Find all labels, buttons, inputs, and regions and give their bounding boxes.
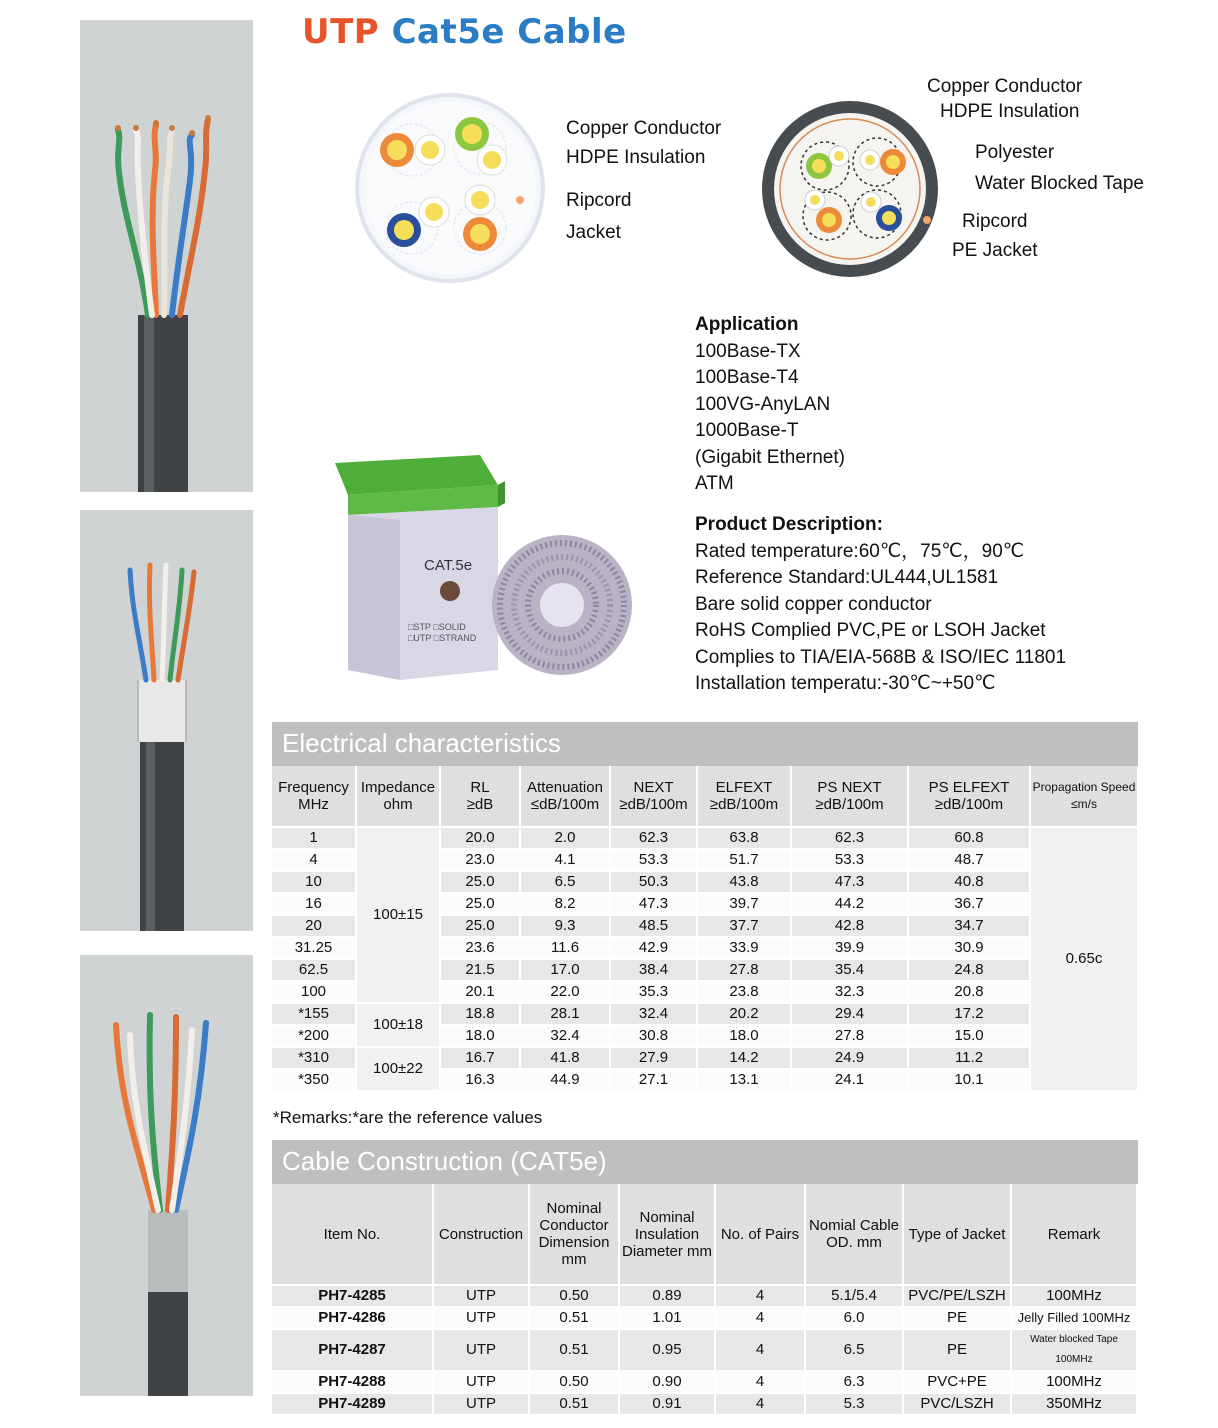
electrical-cell: *200	[272, 1026, 355, 1046]
electrical-cell: 35.4	[792, 960, 907, 980]
construction-header-cell: Nomial Cable OD. mm	[806, 1184, 902, 1284]
title-cat5e: Cat5e Cable	[391, 12, 627, 52]
electrical-row	[272, 1048, 1137, 1068]
electrical-table	[270, 764, 1139, 1092]
electrical-cell: 32.3	[792, 982, 907, 1002]
construction-cell: PE	[904, 1308, 1010, 1328]
electrical-header-cell	[909, 766, 1029, 826]
utp-cross-section-diagram	[352, 88, 562, 288]
construction-cell: 4	[716, 1286, 804, 1306]
application-item: 1000Base-T	[695, 420, 799, 441]
construction-cell: 0.50	[530, 1372, 618, 1392]
product-box-image	[330, 455, 635, 685]
construction-cell: 0.95	[620, 1330, 714, 1370]
construction-cell: PH7-4289	[272, 1394, 432, 1414]
electrical-cell: 48.7	[909, 850, 1029, 870]
electrical-header-row	[272, 766, 1137, 826]
electrical-cell: 28.1	[521, 1004, 609, 1024]
electrical-cell: 18.8	[441, 1004, 519, 1024]
description-item: Installation temperatu:-30℃~+50℃	[695, 673, 996, 694]
page-title	[302, 12, 627, 52]
electrical-header-line: ≥dB/100m	[709, 796, 779, 813]
application-item: ATM	[695, 473, 734, 494]
construction-cell: PH7-4288	[272, 1372, 432, 1392]
construction-header-row	[272, 1184, 1136, 1284]
electrical-header-line: ≥dB/100m	[815, 796, 884, 813]
electrical-cell: 44.9	[521, 1070, 609, 1090]
electrical-header-line: Impedance	[360, 779, 436, 796]
electrical-cell: 36.7	[909, 894, 1029, 914]
construction-cell: 0.91	[620, 1394, 714, 1414]
construction-cell: 0.89	[620, 1286, 714, 1306]
electrical-cell: 30.8	[611, 1026, 696, 1046]
construction-title: Cable Construction (CAT5e)	[282, 1146, 607, 1176]
electrical-title: Electrical characteristics	[282, 728, 561, 758]
electrical-cell: 27.8	[698, 960, 790, 980]
electrical-header-line: ELFEXT	[715, 779, 773, 796]
application-item: 100Base-T4	[695, 367, 799, 388]
electrical-cell: 20	[272, 916, 355, 936]
application-item: 100Base-TX	[695, 340, 801, 362]
description-item: Rated temperature:60℃，75℃，90℃	[695, 540, 1025, 562]
electrical-cell: 53.3	[792, 850, 907, 870]
construction-header-cell: No. of Pairs	[716, 1184, 804, 1284]
electrical-cell: 8.2	[521, 894, 609, 914]
electrical-header-line: ≥dB/100m	[934, 796, 1004, 813]
electrical-cell: 25.0	[441, 894, 519, 914]
electrical-cell: 4.1	[521, 850, 609, 870]
construction-table-wrapper	[270, 1182, 1138, 1416]
electrical-cell: 17.2	[909, 1004, 1029, 1024]
construction-cell: 4	[716, 1330, 804, 1370]
construction-cell: PH7-4287	[272, 1330, 432, 1370]
electrical-cell: 20.8	[909, 982, 1029, 1002]
construction-cell: 4	[716, 1394, 804, 1414]
construction-cell: UTP	[434, 1372, 528, 1392]
construction-cell: 6.5	[806, 1330, 902, 1370]
cable-illustration-1	[80, 20, 253, 492]
ftp-cross-section-diagram	[755, 94, 955, 284]
construction-row	[272, 1372, 1136, 1392]
electrical-cell: 10.1	[909, 1070, 1029, 1090]
ftp-label-polyester: Polyester	[975, 142, 1055, 163]
utp-label-jacket: Jacket	[566, 222, 621, 243]
electrical-cell: *350	[272, 1070, 355, 1090]
electrical-cell: 60.8	[909, 828, 1029, 848]
electrical-header-line: ≥dB/100m	[619, 796, 688, 813]
electrical-cell: 16	[272, 894, 355, 914]
electrical-cell: 23.0	[441, 850, 519, 870]
utp-label-copper-conductor: Copper Conductor	[566, 118, 722, 139]
electrical-cell: 41.8	[521, 1048, 609, 1068]
electrical-header-line: MHz	[298, 796, 329, 813]
electrical-cell: 20.1	[441, 982, 519, 1002]
electrical-table-body	[272, 828, 1137, 1090]
construction-cell: PVC+PE	[904, 1372, 1010, 1392]
electrical-cell: 16.7	[441, 1048, 519, 1068]
construction-row	[272, 1286, 1136, 1306]
electrical-cell: 62.5	[272, 960, 355, 980]
electrical-cell: 18.0	[441, 1026, 519, 1046]
electrical-cell: 32.4	[521, 1026, 609, 1046]
description-item: Bare solid copper conductor	[695, 593, 932, 615]
electrical-cell: 18.0	[698, 1026, 790, 1046]
electrical-cell: 15.0	[909, 1026, 1029, 1046]
electrical-header-line: ≤dB/100m	[530, 796, 600, 813]
electrical-cell: 25.0	[441, 916, 519, 936]
construction-cell: 100MHz	[1012, 1286, 1136, 1306]
electrical-cell: 24.1	[792, 1070, 907, 1090]
electrical-header-line: PS NEXT	[817, 779, 882, 796]
description-item: Complies to TIA/EIA-568B & ISO/IEC 11801	[695, 646, 1067, 668]
application-item: (Gigabit Ethernet)	[695, 446, 845, 468]
construction-cell: 100MHz	[1012, 1372, 1136, 1392]
electrical-cell: 62.3	[792, 828, 907, 848]
electrical-cell: 29.4	[792, 1004, 907, 1024]
propagation-cell: 0.65c	[1031, 828, 1137, 1090]
remarks-note: *Remarks:*are the reference values	[273, 1108, 543, 1127]
utp-label-ripcord: Ripcord	[566, 190, 632, 211]
electrical-table-wrapper	[270, 764, 1139, 1092]
application-item: 100VG-AnyLAN	[695, 393, 831, 415]
electrical-row	[272, 828, 1137, 848]
construction-header-cell: Nominal Insulation Diameter mm	[620, 1184, 714, 1284]
electrical-cell: 24.9	[792, 1048, 907, 1068]
electrical-section-header	[272, 722, 1138, 766]
electrical-cell: 44.2	[792, 894, 907, 914]
electrical-cell: 39.7	[698, 894, 790, 914]
ftp-label-water-blocked-tape: Water Blocked Tape	[975, 173, 1144, 194]
application-section	[695, 312, 845, 498]
construction-cell: UTP	[434, 1330, 528, 1370]
electrical-header-cell	[792, 766, 907, 826]
electrical-cell: 37.7	[698, 916, 790, 936]
electrical-header-line: Attenuation	[527, 779, 603, 796]
electrical-header-line: ≥dB	[466, 796, 494, 813]
construction-cell: PVC/LSZH	[904, 1394, 1010, 1414]
electrical-header-line: PS ELFEXT	[928, 779, 1010, 796]
title-utp: UTP	[302, 12, 380, 52]
construction-row	[272, 1394, 1136, 1414]
construction-cell: PH7-4286	[272, 1308, 432, 1328]
electrical-cell: *155	[272, 1004, 355, 1024]
electrical-header-cell	[521, 766, 609, 826]
electrical-cell: 42.8	[792, 916, 907, 936]
utp-label-hdpe-insulation: HDPE Insulation	[566, 147, 706, 168]
electrical-cell: 14.2	[698, 1048, 790, 1068]
electrical-cell: 40.8	[909, 872, 1029, 892]
box-label-cat5e: CAT.5e	[424, 557, 473, 574]
construction-cell: Water blocked Tape 100MHz	[1012, 1330, 1136, 1370]
electrical-cell: 11.2	[909, 1048, 1029, 1068]
impedance-cell: 100±22	[357, 1048, 439, 1090]
electrical-header-line: Frequency	[278, 779, 349, 796]
electrical-header-line: ≤m/s	[1071, 797, 1097, 811]
cable-illustration-3	[80, 955, 253, 1396]
electrical-header-line: NEXT	[633, 779, 674, 796]
construction-row	[272, 1308, 1136, 1328]
electrical-cell: 6.5	[521, 872, 609, 892]
description-item: RoHS Complied PVC,PE or LSOH Jacket	[695, 620, 1046, 641]
construction-cell: 0.51	[530, 1394, 618, 1414]
electrical-cell: 23.8	[698, 982, 790, 1002]
electrical-cell: 62.3	[611, 828, 696, 848]
construction-cell: 1.01	[620, 1308, 714, 1328]
construction-cell: 0.51	[530, 1330, 618, 1370]
electrical-header-line: ohm	[383, 796, 413, 813]
electrical-cell: 27.1	[611, 1070, 696, 1090]
electrical-cell: 23.6	[441, 938, 519, 958]
electrical-header-line: Propagation Speed	[1032, 780, 1136, 794]
electrical-cell: 17.0	[521, 960, 609, 980]
electrical-header-cell	[357, 766, 439, 826]
electrical-cell: 43.8	[698, 872, 790, 892]
electrical-cell: 48.5	[611, 916, 696, 936]
electrical-header-cell	[1031, 766, 1137, 826]
construction-header-cell: Item No.	[272, 1184, 432, 1284]
electrical-row	[272, 1004, 1137, 1024]
description-item: Reference Standard:UL444,UL1581	[695, 567, 999, 588]
electrical-cell: 47.3	[611, 894, 696, 914]
construction-cell: 5.1/5.4	[806, 1286, 902, 1306]
construction-header-cell: Remark	[1012, 1184, 1136, 1284]
electrical-cell: 13.1	[698, 1070, 790, 1090]
electrical-header-cell	[698, 766, 790, 826]
cable-photo-1	[80, 20, 253, 492]
electrical-cell: 30.9	[909, 938, 1029, 958]
electrical-cell: 32.4	[611, 1004, 696, 1024]
construction-table-body	[272, 1286, 1136, 1414]
electrical-header-cell	[611, 766, 696, 826]
electrical-cell: 63.8	[698, 828, 790, 848]
electrical-cell: 10	[272, 872, 355, 892]
construction-cell: 6.0	[806, 1308, 902, 1328]
construction-section-header	[272, 1140, 1138, 1184]
construction-cell: PH7-4285	[272, 1286, 432, 1306]
construction-header-cell: Construction	[434, 1184, 528, 1284]
impedance-cell: 100±15	[357, 828, 439, 1002]
box-option-utp: □UTP □STRAND	[408, 633, 477, 643]
electrical-cell: 50.3	[611, 872, 696, 892]
electrical-cell: 39.9	[792, 938, 907, 958]
electrical-cell: 11.6	[521, 938, 609, 958]
cable-photo-3	[80, 955, 253, 1396]
electrical-cell: 34.7	[909, 916, 1029, 936]
box-option-stp: □STP □SOLID	[408, 622, 466, 632]
electrical-cell: 21.5	[441, 960, 519, 980]
electrical-cell: *310	[272, 1048, 355, 1068]
electrical-cell: 4	[272, 850, 355, 870]
construction-cell: UTP	[434, 1286, 528, 1306]
electrical-cell: 20.0	[441, 828, 519, 848]
ftp-label-copper-conductor: Copper Conductor	[927, 76, 1083, 97]
description-heading: Product Description:	[695, 514, 883, 535]
electrical-header-line: RL	[470, 779, 490, 796]
electrical-cell: 25.0	[441, 872, 519, 892]
description-section	[695, 512, 1066, 698]
electrical-cell: 9.3	[521, 916, 609, 936]
electrical-cell: 27.9	[611, 1048, 696, 1068]
construction-cell: 4	[716, 1372, 804, 1392]
construction-cell: 0.51	[530, 1308, 618, 1328]
electrical-header-cell	[441, 766, 519, 826]
electrical-header-cell	[272, 766, 355, 826]
application-heading: Application	[695, 314, 799, 335]
electrical-cell: 22.0	[521, 982, 609, 1002]
construction-table	[270, 1182, 1138, 1416]
ftp-label-ripcord: Ripcord	[962, 211, 1028, 232]
electrical-cell: 24.8	[909, 960, 1029, 980]
electrical-cell: 16.3	[441, 1070, 519, 1090]
electrical-cell: 47.3	[792, 872, 907, 892]
construction-cell: 4	[716, 1308, 804, 1328]
cable-illustration-2	[80, 510, 253, 931]
construction-header-cell: Nominal Conductor Dimension mm	[530, 1184, 618, 1284]
cable-photo-2	[80, 510, 253, 931]
electrical-cell: 2.0	[521, 828, 609, 848]
ftp-label-hdpe-insulation: HDPE Insulation	[940, 101, 1080, 122]
electrical-cell: 1	[272, 828, 355, 848]
electrical-cell: 38.4	[611, 960, 696, 980]
construction-cell: 350MHz	[1012, 1394, 1136, 1414]
construction-cell: 5.3	[806, 1394, 902, 1414]
construction-cell: PE	[904, 1330, 1010, 1370]
construction-cell: 0.50	[530, 1286, 618, 1306]
construction-cell: 6.3	[806, 1372, 902, 1392]
electrical-cell: 42.9	[611, 938, 696, 958]
ftp-label-pe-jacket: PE Jacket	[952, 240, 1038, 261]
construction-cell: PVC/PE/LSZH	[904, 1286, 1010, 1306]
electrical-cell: 33.9	[698, 938, 790, 958]
construction-cell: Jelly Filled 100MHz	[1012, 1308, 1136, 1328]
construction-row	[272, 1330, 1136, 1370]
impedance-cell: 100±18	[357, 1004, 439, 1046]
electrical-cell: 35.3	[611, 982, 696, 1002]
construction-cell: UTP	[434, 1308, 528, 1328]
electrical-cell: 20.2	[698, 1004, 790, 1024]
electrical-cell: 27.8	[792, 1026, 907, 1046]
electrical-cell: 53.3	[611, 850, 696, 870]
electrical-cell: 31.25	[272, 938, 355, 958]
construction-cell: UTP	[434, 1394, 528, 1414]
construction-header-cell: Type of Jacket	[904, 1184, 1010, 1284]
construction-cell: 0.90	[620, 1372, 714, 1392]
electrical-cell: 100	[272, 982, 355, 1002]
electrical-cell: 51.7	[698, 850, 790, 870]
